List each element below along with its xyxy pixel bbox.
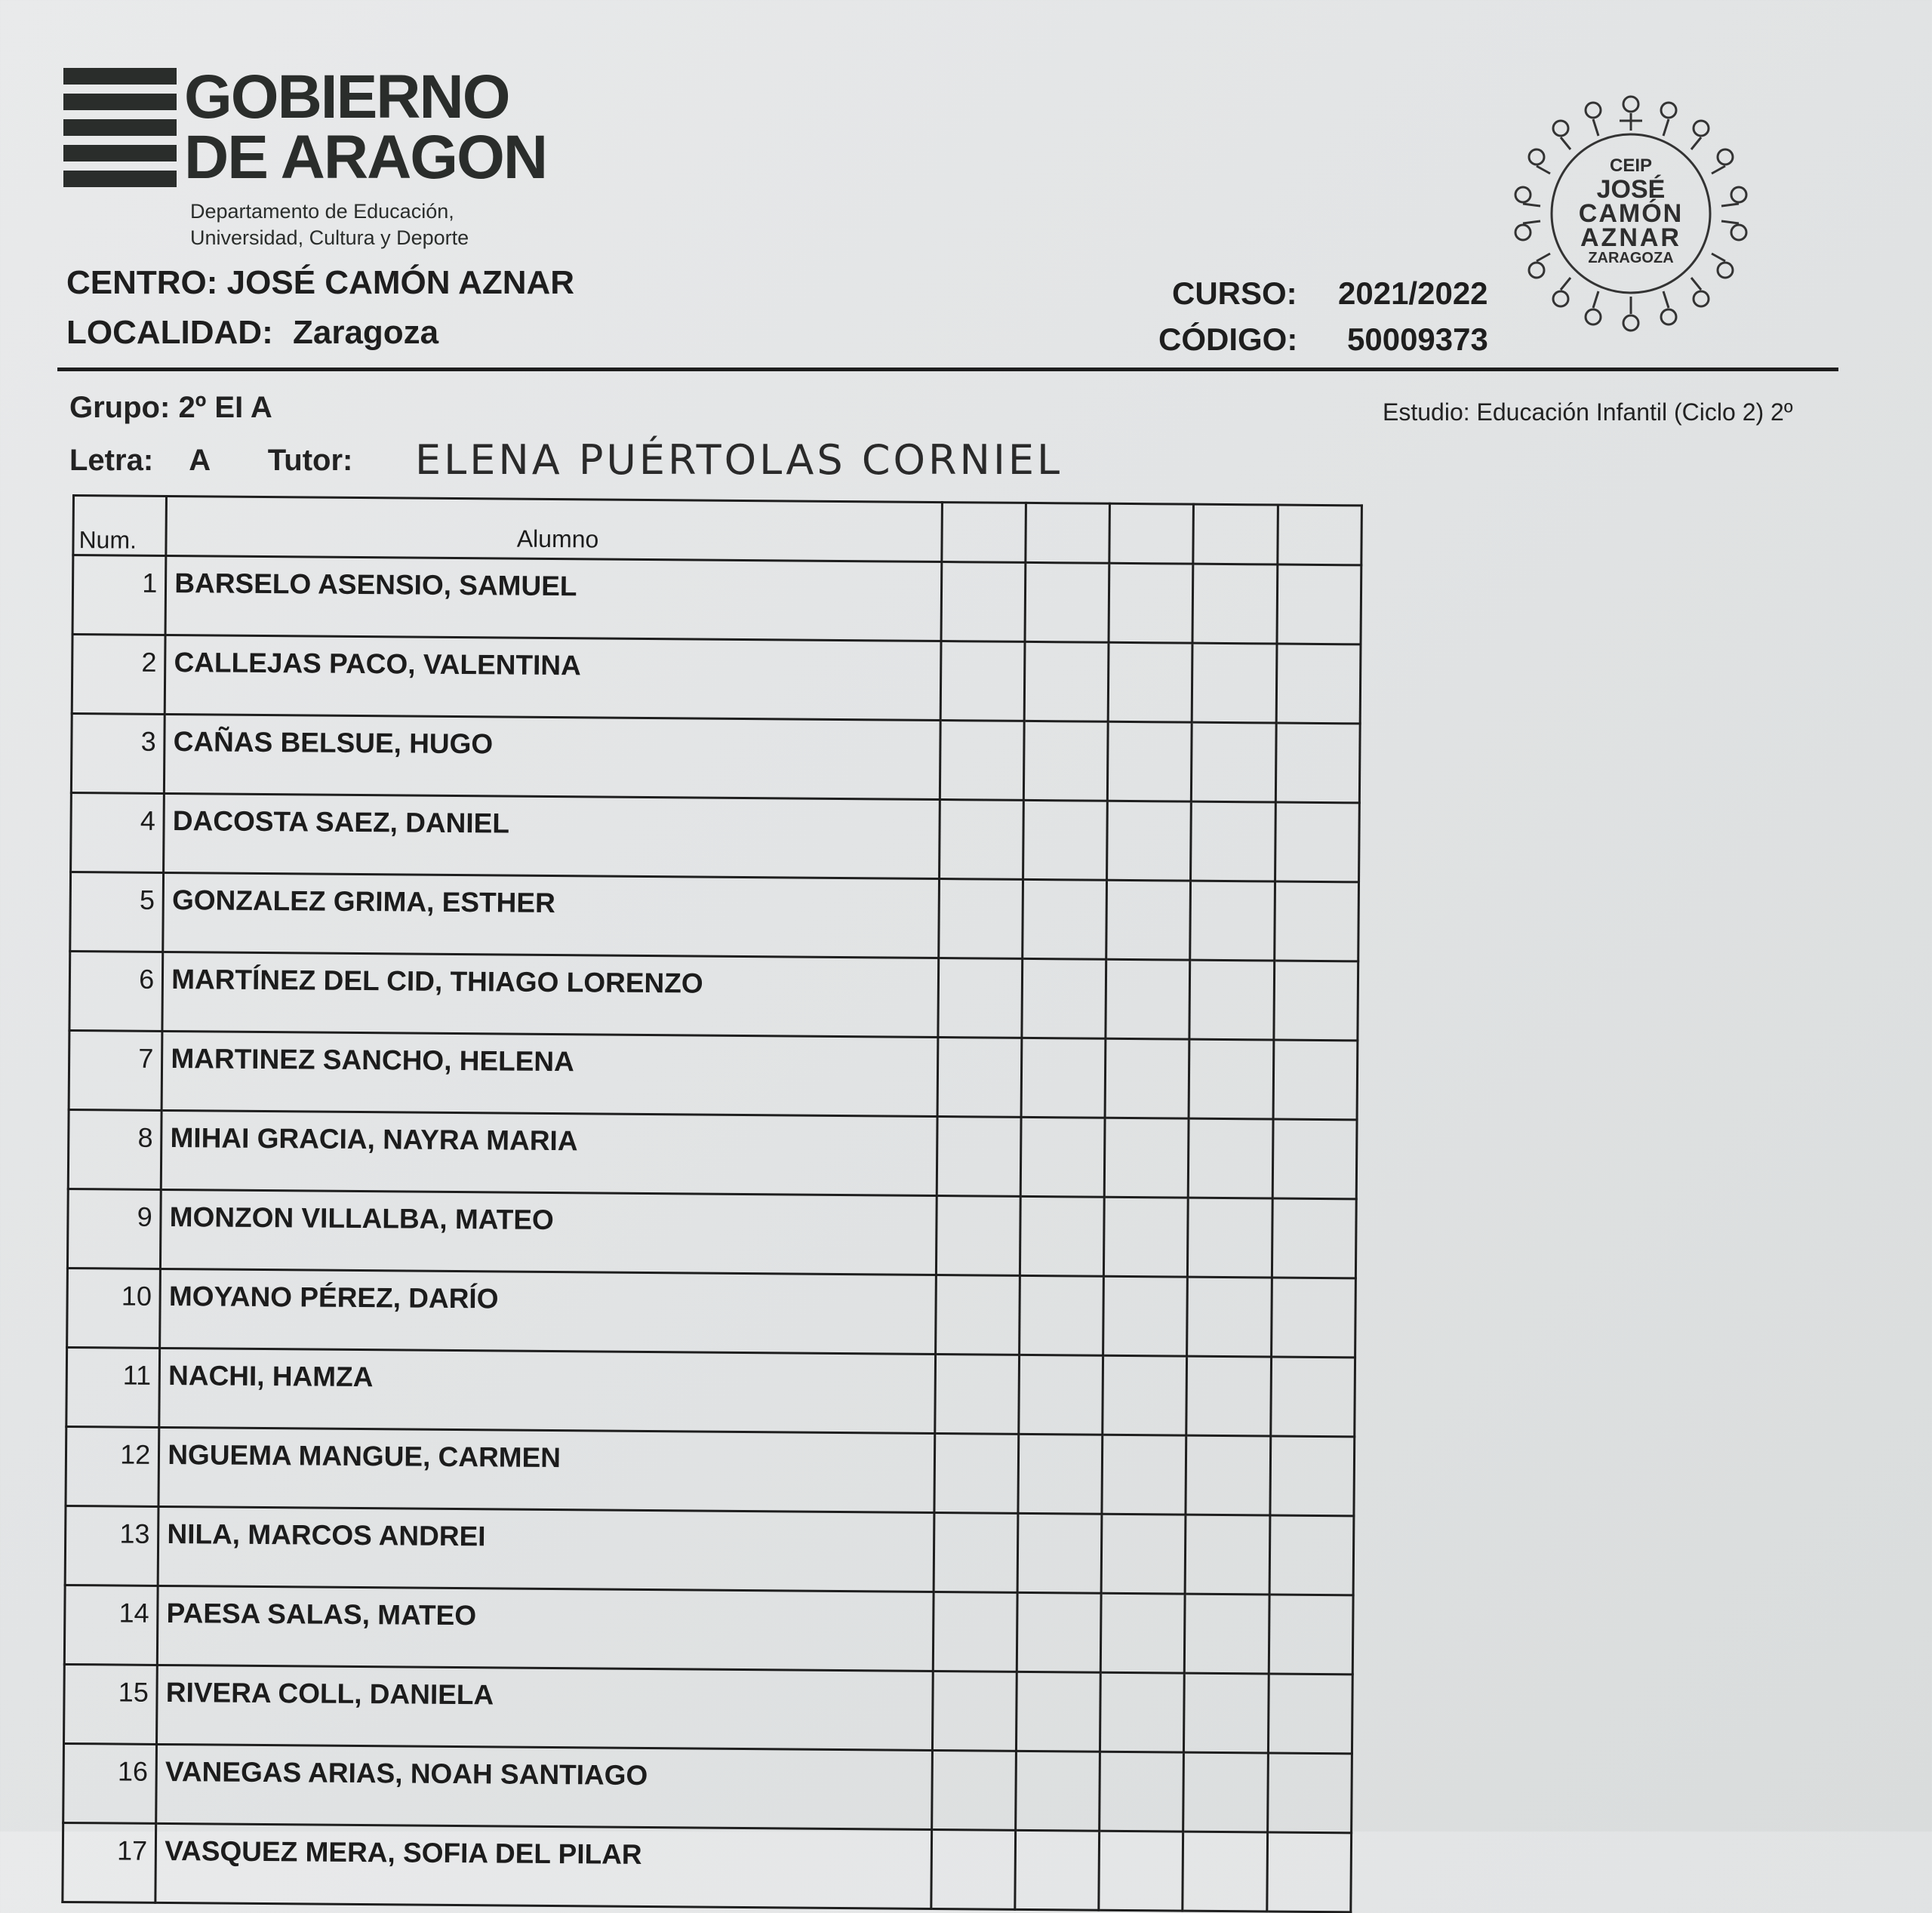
student-name: RIVERA COLL, DANIELA: [157, 1665, 933, 1750]
student-name: MOYANO PÉREZ, DARÍO: [160, 1269, 936, 1354]
mark-cell: [934, 1513, 1018, 1593]
mark-cell: [1102, 1435, 1186, 1515]
stamp-line-3: CAMÓN: [1578, 199, 1684, 228]
gobierno-aragon-logo: [63, 60, 592, 196]
mark-cell: [934, 1434, 1019, 1514]
mark-cell: [1019, 1355, 1103, 1435]
codigo-label: CÓDIGO:: [1158, 321, 1298, 357]
stamp-line-2: JOSÉ: [1596, 175, 1666, 204]
mark-cell: [1267, 1753, 1352, 1833]
logo-stripe-icon: [63, 145, 177, 161]
mark-cell: [1188, 1198, 1272, 1278]
column-header-blank: [1193, 504, 1278, 564]
logo-stripe-icon: [63, 68, 177, 85]
student-number: 8: [68, 1109, 162, 1189]
table-row: [72, 635, 1361, 724]
mark-cell: [1190, 881, 1275, 961]
mark-cell: [1186, 1515, 1270, 1595]
mark-cell: [1024, 641, 1109, 721]
column-header-blank: [942, 503, 1026, 563]
student-name: MIHAI GRACIA, NAYRA MARIA: [162, 1110, 937, 1195]
student-name: CAÑAS BELSUE, HUGO: [165, 714, 940, 799]
mark-cell: [1274, 961, 1358, 1041]
grupo-label: Grupo:: [69, 391, 171, 424]
student-number: 17: [63, 1822, 156, 1902]
mark-cell: [931, 1829, 1016, 1909]
centro-value: JOSÉ CAMÓN AZNAR: [226, 264, 575, 301]
mark-cell: [937, 1038, 1022, 1118]
mark-cell: [1187, 1277, 1272, 1357]
student-name: NACHI, HAMZA: [159, 1348, 935, 1433]
curso-label: CURSO:: [1172, 275, 1297, 311]
mark-cell: [1272, 1119, 1357, 1199]
mark-cell: [1189, 1039, 1273, 1119]
student-name: MARTINEZ SANCHO, HELENA: [162, 1031, 937, 1116]
mark-cell: [1107, 801, 1192, 881]
column-header-num: Num.: [73, 496, 167, 556]
mark-cell: [1020, 1275, 1104, 1355]
student-number: 13: [65, 1505, 158, 1585]
mark-cell: [1183, 1752, 1268, 1832]
table-row: [72, 555, 1361, 644]
table-row: [64, 1585, 1353, 1674]
column-header-alumno: Alumno: [166, 496, 942, 561]
table-row: [70, 872, 1359, 961]
student-name: PAESA SALAS, MATEO: [158, 1585, 934, 1671]
mark-cell: [937, 1117, 1021, 1197]
letra-field: [69, 444, 352, 478]
mark-cell: [1017, 1513, 1102, 1593]
mark-cell: [1103, 1355, 1187, 1435]
stamp-line-4: AZNAR: [1580, 223, 1681, 252]
header-divider: [57, 368, 1838, 371]
mark-cell: [1192, 564, 1277, 644]
letra-value: A: [189, 444, 210, 477]
grupo-value: 2º EI A: [178, 391, 272, 424]
localidad-label: LOCALIDAD:: [66, 314, 273, 351]
mark-cell: [1101, 1514, 1186, 1594]
mark-cell: [931, 1750, 1016, 1830]
student-name: NILA, MARCOS ANDREI: [158, 1506, 934, 1592]
mark-cell: [940, 721, 1024, 801]
table-row: [71, 714, 1360, 803]
student-number: 9: [67, 1189, 161, 1269]
logo-line-2: DE ARAGON: [184, 123, 547, 192]
mark-cell: [939, 800, 1023, 880]
mark-cell: [935, 1275, 1020, 1355]
student-name: MARTÍNEZ DEL CID, THIAGO LORENZO: [162, 952, 938, 1037]
mark-cell: [1018, 1434, 1103, 1514]
mark-cell: [1269, 1515, 1354, 1595]
mark-cell: [940, 641, 1025, 721]
table-row: [67, 1268, 1356, 1357]
mark-cell: [1022, 958, 1106, 1038]
student-number: 6: [69, 951, 163, 1031]
letra-label: Letra:: [69, 444, 154, 477]
mark-cell: [1016, 1751, 1100, 1831]
column-header-blank: [1278, 505, 1362, 565]
table-row: [66, 1426, 1355, 1515]
student-number: 5: [70, 872, 164, 952]
table-row: [69, 951, 1358, 1040]
grupo-field: [69, 391, 272, 425]
mark-cell: [1186, 1356, 1271, 1436]
table-row: [67, 1189, 1356, 1278]
estudio-text: Estudio: Educación Infantil (Ciclo 2) 2º: [1383, 398, 1793, 426]
mark-cell: [1023, 879, 1107, 959]
mark-cell: [1099, 1831, 1183, 1911]
table-row: [63, 1743, 1352, 1832]
student-number: 2: [72, 635, 165, 715]
student-number: 10: [67, 1268, 161, 1348]
student-number: 11: [66, 1347, 160, 1427]
roster-table-container: [63, 494, 1363, 1870]
logo-line-1: GOBIERNO: [184, 63, 509, 131]
student-name: VASQUEZ MERA, SOFIA DEL PILAR: [155, 1823, 931, 1908]
mark-cell: [1275, 723, 1360, 803]
mark-cell: [1021, 1038, 1106, 1118]
stamp-line-5: ZARAGOZA: [1588, 250, 1674, 266]
table-row: [63, 1664, 1352, 1753]
mark-cell: [1271, 1278, 1355, 1358]
mark-cell: [1183, 1831, 1267, 1911]
student-number: 4: [71, 792, 165, 872]
school-stamp: [1506, 89, 1755, 338]
mark-cell: [932, 1672, 1017, 1752]
column-header-blank: [1109, 503, 1194, 564]
mark-cell: [1189, 1118, 1273, 1198]
column-header-blank: [1026, 503, 1110, 563]
curso-value: 2021/2022: [1338, 275, 1488, 311]
mark-cell: [1023, 800, 1107, 880]
mark-cell: [1105, 1038, 1189, 1118]
student-number: 15: [63, 1664, 157, 1744]
mark-cell: [938, 879, 1023, 959]
student-name: GONZALEZ GRIMA, ESTHER: [163, 872, 939, 958]
mark-cell: [1025, 562, 1109, 642]
mark-cell: [1189, 960, 1274, 1040]
mark-cell: [1276, 644, 1361, 724]
mark-cell: [936, 1196, 1020, 1276]
student-number: 16: [63, 1743, 157, 1823]
student-name: VANEGAS ARIAS, NOAH SANTIAGO: [156, 1744, 932, 1829]
mark-cell: [1016, 1672, 1100, 1752]
mark-cell: [1270, 1357, 1355, 1437]
mark-cell: [1100, 1752, 1184, 1831]
mark-cell: [1109, 563, 1193, 643]
mark-cell: [941, 562, 1026, 642]
mark-cell: [1266, 1832, 1351, 1912]
student-name: BARSELO ASENSIO, SAMUEL: [165, 555, 941, 641]
mark-cell: [1104, 1118, 1189, 1198]
student-name: DACOSTA SAEZ, DANIEL: [164, 793, 940, 878]
mark-cell: [933, 1592, 1017, 1672]
mark-cell: [1274, 881, 1358, 961]
mark-cell: [934, 1355, 1019, 1435]
mark-cell: [1106, 880, 1191, 960]
mark-cell: [1023, 721, 1108, 801]
logo-stripe-icon: [63, 119, 177, 136]
mark-cell: [1270, 1436, 1355, 1516]
mark-cell: [1103, 1276, 1188, 1356]
table-row: [68, 1109, 1357, 1198]
mark-cell: [1108, 721, 1192, 801]
student-name: NGUEMA MANGUE, CARMEN: [158, 1427, 934, 1512]
table-row: [71, 792, 1360, 881]
localidad-value: Zaragoza: [292, 314, 439, 351]
mark-cell: [1272, 1198, 1356, 1278]
table-row: [65, 1505, 1354, 1595]
department-line-2: Universidad, Cultura y Deporte: [190, 226, 469, 249]
mark-cell: [1269, 1595, 1353, 1675]
student-name: MONZON VILLALBA, MATEO: [161, 1189, 937, 1275]
mark-cell: [1104, 1197, 1189, 1277]
table-row: [69, 1030, 1358, 1119]
student-number: 7: [69, 1030, 162, 1110]
roster-table: [61, 494, 1363, 1913]
localidad-field: [66, 314, 438, 352]
mark-cell: [1017, 1592, 1101, 1672]
table-row: [66, 1347, 1355, 1436]
mark-cell: [1186, 1435, 1270, 1515]
mark-cell: [1020, 1117, 1105, 1197]
student-number: 1: [72, 555, 166, 635]
centro-field: [66, 264, 574, 302]
mark-cell: [1108, 642, 1192, 722]
table-header-row: [73, 496, 1362, 565]
mark-cell: [1015, 1830, 1100, 1910]
mark-cell: [1100, 1593, 1185, 1673]
mark-cell: [1185, 1594, 1269, 1674]
stamp-line-1: CEIP: [1609, 155, 1652, 176]
mark-cell: [1100, 1672, 1185, 1752]
mark-cell: [1191, 801, 1275, 881]
mark-cell: [938, 958, 1023, 1038]
tutor-label: Tutor:: [267, 444, 353, 477]
mark-cell: [1273, 1040, 1358, 1120]
mark-cell: [1192, 722, 1276, 802]
student-name: CALLEJAS PACO, VALENTINA: [165, 635, 940, 720]
codigo-value: 50009373: [1347, 321, 1488, 357]
logo-stripe-icon: [63, 94, 177, 110]
tutor-handwritten-name: ELENA PUÉRTOLAS CORNIEL: [415, 436, 1063, 484]
table-row: [63, 1822, 1352, 1911]
mark-cell: [1184, 1673, 1269, 1753]
mark-cell: [1020, 1196, 1104, 1276]
mark-cell: [1268, 1674, 1352, 1754]
mark-cell: [1106, 959, 1190, 1039]
student-number: 14: [64, 1585, 158, 1665]
logo-stripe-icon: [63, 171, 177, 187]
mark-cell: [1275, 802, 1359, 882]
student-number: 3: [71, 714, 165, 794]
mark-cell: [1192, 643, 1277, 723]
centro-label: CENTRO:: [66, 264, 218, 301]
student-number: 12: [66, 1426, 159, 1506]
department-line-1: Departamento de Educación,: [190, 200, 454, 223]
mark-cell: [1277, 564, 1361, 644]
